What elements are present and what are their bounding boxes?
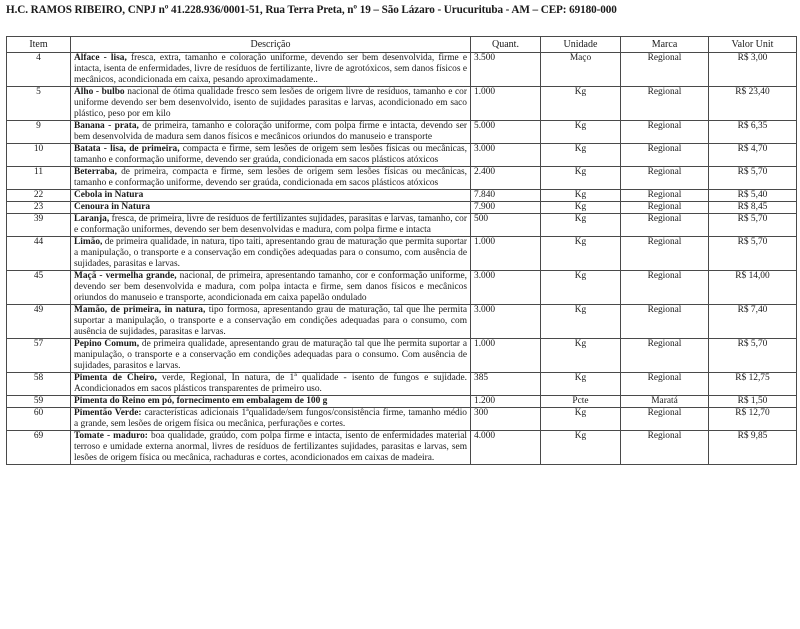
- cell-unit: Kg: [541, 214, 621, 237]
- cell-brand: Regional: [621, 190, 709, 202]
- cell-unit-price: R$ 5,70: [709, 214, 797, 237]
- cell-item: 9: [7, 121, 71, 144]
- cell-quantity: 4.000: [471, 431, 541, 465]
- cell-item: 4: [7, 53, 71, 87]
- product-name: Alface - lisa,: [74, 53, 127, 63]
- cell-quantity: 7.840: [471, 190, 541, 202]
- cell-quantity: 3.000: [471, 144, 541, 167]
- cell-description: [71, 167, 471, 190]
- cell-item: 45: [7, 271, 71, 305]
- cell-unit: Kg: [541, 408, 621, 431]
- cell-item: 57: [7, 339, 71, 373]
- cell-quantity: 1.000: [471, 237, 541, 271]
- table-row: [7, 237, 797, 271]
- cell-unit: Pcte: [541, 396, 621, 408]
- cell-unit-price: R$ 1,50: [709, 396, 797, 408]
- cell-description: [71, 144, 471, 167]
- cell-item: 22: [7, 190, 71, 202]
- cell-quantity: 3.000: [471, 305, 541, 339]
- cell-quantity: 1.000: [471, 339, 541, 373]
- cell-unit-price: R$ 4,70: [709, 144, 797, 167]
- cell-quantity: 300: [471, 408, 541, 431]
- cell-brand: Maratá: [621, 396, 709, 408]
- cell-brand: Regional: [621, 373, 709, 396]
- supplier-header: H.C. RAMOS RIBEIRO, CNPJ nº 41.228.936/0001-51, Rua Terra Preta, nº 19 – São Lázaro - Urucurituba - AM – CEP: 69180-000: [6, 4, 617, 16]
- table-row: [7, 121, 797, 144]
- column-header-item: Item: [7, 37, 71, 53]
- product-name: Pimentão Verde:: [74, 408, 142, 418]
- cell-unit: Kg: [541, 431, 621, 465]
- product-name: Beterraba,: [74, 167, 117, 177]
- cell-description: [71, 396, 471, 408]
- product-details: nacional, de primeira, apresentando tamanho, cor e conformação uniforme, devendo ser bem desenvolvida e madura, com polpa intacta e firme, sem danos físicos e mecânicos oriundos do manuseio e transporte, acondicionada em caixa papelão ondulado: [74, 271, 467, 303]
- table-row: [7, 373, 797, 396]
- cell-unit-price: R$ 8,45: [709, 202, 797, 214]
- cell-description: [71, 339, 471, 373]
- product-details: boa qualidade, graúdo, com polpa firme e intacta, isento de enfermidades material terroso e umidade externa anormal, livres de resíduos de fertilizantes sujidades, parasitas e larvas, sem lesões de origem física ou mecânica, rachaduras e cortes, acondicionados em caixas de madeira.: [74, 431, 467, 463]
- table-row: [7, 167, 797, 190]
- table-row: [7, 305, 797, 339]
- table-row: [7, 87, 797, 121]
- cell-quantity: 2.400: [471, 167, 541, 190]
- cell-unit: Kg: [541, 237, 621, 271]
- cell-quantity: 3.500: [471, 53, 541, 87]
- cell-description: [71, 190, 471, 202]
- product-name: Limão,: [74, 237, 103, 247]
- table-row: [7, 214, 797, 237]
- cell-item: 69: [7, 431, 71, 465]
- cell-unit: Kg: [541, 271, 621, 305]
- table-row: [7, 190, 797, 202]
- product-details: de primeira, compacta e firme, sem lesões de origem sem lesões físicas ou mecânicas, tamanho e conformação uniforme, devendo ser graúda, condicionada em sacos plásticos atóxicos: [74, 167, 467, 188]
- cell-unit-price: R$ 14,00: [709, 271, 797, 305]
- cell-unit-price: R$ 6,35: [709, 121, 797, 144]
- cell-description: [71, 373, 471, 396]
- product-details: de primeira qualidade, in natura, tipo taiti, apresentando grau de maturação que permita suportar a manipulação, o transporte e a conservação em condições adequadas para o consumo, com ausência de sujidades, parasitas e larvas.: [74, 237, 467, 269]
- cell-unit: Kg: [541, 190, 621, 202]
- cell-description: [71, 408, 471, 431]
- price-table: [6, 36, 797, 465]
- cell-quantity: 5.000: [471, 121, 541, 144]
- cell-unit: Kg: [541, 202, 621, 214]
- product-name: Alho - bulbo: [74, 87, 125, 97]
- cell-brand: Regional: [621, 339, 709, 373]
- cell-brand: Regional: [621, 167, 709, 190]
- column-header-quantity: Quant.: [471, 37, 541, 53]
- cell-unit-price: R$ 5,40: [709, 190, 797, 202]
- product-details: de primeira qualidade, apresentando grau de maturação tal que lhe permita suportar a manipulação, o transporte e a conservação em condições adequadas para o consumo. Com ausência de sujidades, parasitos e larvas.: [74, 339, 467, 371]
- table-row: [7, 144, 797, 167]
- table-row: [7, 396, 797, 408]
- cell-item: 60: [7, 408, 71, 431]
- cell-item: 5: [7, 87, 71, 121]
- cell-unit: Maço: [541, 53, 621, 87]
- cell-item: 39: [7, 214, 71, 237]
- cell-item: 11: [7, 167, 71, 190]
- cell-description: [71, 237, 471, 271]
- cell-unit-price: R$ 9,85: [709, 431, 797, 465]
- cell-unit-price: R$ 12,75: [709, 373, 797, 396]
- cell-unit: Kg: [541, 87, 621, 121]
- cell-quantity: 7.900: [471, 202, 541, 214]
- table-row: [7, 431, 797, 465]
- cell-quantity: 500: [471, 214, 541, 237]
- cell-brand: Regional: [621, 202, 709, 214]
- cell-unit: Kg: [541, 144, 621, 167]
- cell-quantity: 1.000: [471, 87, 541, 121]
- table-row: [7, 202, 797, 214]
- cell-unit-price: R$ 5,70: [709, 167, 797, 190]
- cell-unit: Kg: [541, 167, 621, 190]
- product-name: Banana - prata,: [74, 121, 139, 131]
- table-row: [7, 339, 797, 373]
- table-row: [7, 408, 797, 431]
- cell-unit: Kg: [541, 121, 621, 144]
- cell-description: [71, 202, 471, 214]
- cell-unit: Kg: [541, 339, 621, 373]
- product-name: Batata - lisa, de primeira,: [74, 144, 180, 154]
- table-row: [7, 53, 797, 87]
- product-name: Cenoura in Natura: [74, 202, 151, 212]
- cell-description: [71, 431, 471, 465]
- cell-description: [71, 214, 471, 237]
- cell-unit-price: R$ 5,70: [709, 237, 797, 271]
- cell-description: [71, 305, 471, 339]
- column-header-unit-price: Valor Unit: [709, 37, 797, 53]
- product-details: de primeira, tamanho e coloração uniforme, com polpa firme e intacta, devendo ser bem desenvolvida de madura sem danos físicos e mecânicos oriundos do manuseio e transporte: [74, 121, 467, 142]
- product-details: tipo formosa, apresentando grau de maturação, tal que lhe permita suportar a manipulação, o transporte e a conservação em condições adequadas para o consumo, com ausência de sujidades, parasitas e larvas.: [74, 305, 467, 337]
- cell-unit-price: R$ 12,70: [709, 408, 797, 431]
- product-details: nacional de ótima qualidade fresco sem lesões de origem livre de resíduos, tamanho e cor uniforme devendo ser bem desenvolvido, isento de sujidades parasitas e larvas, acondicionado em saco plástico, peso por em kilo: [74, 87, 467, 119]
- product-name: Pimenta de Cheiro,: [74, 373, 157, 383]
- product-name: Pepino Comum,: [74, 339, 140, 349]
- product-details: verde, Regional, In natura, de 1ª qualidade - isento de fungos e sujidade. Acondicionados em sacos plásticos transparentes de primeiro uso.: [74, 373, 467, 394]
- cell-brand: Regional: [621, 87, 709, 121]
- cell-item: 49: [7, 305, 71, 339]
- cell-unit-price: R$ 5,70: [709, 339, 797, 373]
- cell-brand: Regional: [621, 271, 709, 305]
- product-name: Tomate - maduro:: [74, 431, 148, 441]
- cell-quantity: 3.000: [471, 271, 541, 305]
- product-details: fresca, de primeira, livre de resíduos de fertilizantes sujidades, parasitas e larvas, tamanho, cor e conformação uniformes, devendo ser bem desenvolvidas e madura, com polpa firme e intacta: [74, 214, 467, 235]
- product-name: Pimenta do Reino em pó, fornecimento em embalagem de 100 g: [74, 396, 328, 406]
- cell-description: [71, 87, 471, 121]
- table-row: [7, 271, 797, 305]
- cell-unit: Kg: [541, 305, 621, 339]
- cell-item: 10: [7, 144, 71, 167]
- cell-quantity: 1.200: [471, 396, 541, 408]
- cell-item: 59: [7, 396, 71, 408]
- cell-brand: Regional: [621, 144, 709, 167]
- cell-brand: Regional: [621, 214, 709, 237]
- cell-brand: Regional: [621, 237, 709, 271]
- cell-item: 58: [7, 373, 71, 396]
- cell-unit-price: R$ 3,00: [709, 53, 797, 87]
- cell-description: [71, 121, 471, 144]
- column-header-brand: Marca: [621, 37, 709, 53]
- cell-brand: Regional: [621, 431, 709, 465]
- product-name: Cebola in Natura: [74, 190, 144, 200]
- product-details: características adicionais 1ªqualidade/sem fungos/consistência firme, tamanho médio a grande, sem lesões de origem física ou mecânica, perfurações e cortes.: [74, 408, 467, 429]
- cell-item: 23: [7, 202, 71, 214]
- table-header-row: [7, 37, 797, 53]
- product-name: Laranja,: [74, 214, 110, 224]
- cell-brand: Regional: [621, 53, 709, 87]
- cell-unit-price: R$ 23,40: [709, 87, 797, 121]
- column-header-unit: Unidade: [541, 37, 621, 53]
- cell-brand: Regional: [621, 305, 709, 339]
- cell-unit-price: R$ 7,40: [709, 305, 797, 339]
- cell-description: [71, 53, 471, 87]
- cell-item: 44: [7, 237, 71, 271]
- column-header-description: Descrição: [71, 37, 471, 53]
- cell-unit: Kg: [541, 373, 621, 396]
- cell-brand: Regional: [621, 408, 709, 431]
- cell-quantity: 385: [471, 373, 541, 396]
- cell-description: [71, 271, 471, 305]
- product-details: compacta e firme, sem lesões de origem sem lesões físicas ou mecânicas, tamanho e conformação uniforme, devendo ser graúda, condicionada em sacos plásticos atóxicos: [74, 144, 467, 165]
- product-name: Maçã - vermelha grande,: [74, 271, 177, 281]
- product-name: Mamão, de primeira, in natura,: [74, 305, 206, 315]
- cell-brand: Regional: [621, 121, 709, 144]
- product-details: fresca, extra, tamanho e coloração uniforme, devendo ser bem desenvolvida, firme e intacta, isenta de enfermidades, livre de resíduos de fertilizante, livre de agrotóxicos, sem danos físicos e mecânicos, acondicionada em caixa, pesando aproximadamente..: [74, 53, 467, 85]
